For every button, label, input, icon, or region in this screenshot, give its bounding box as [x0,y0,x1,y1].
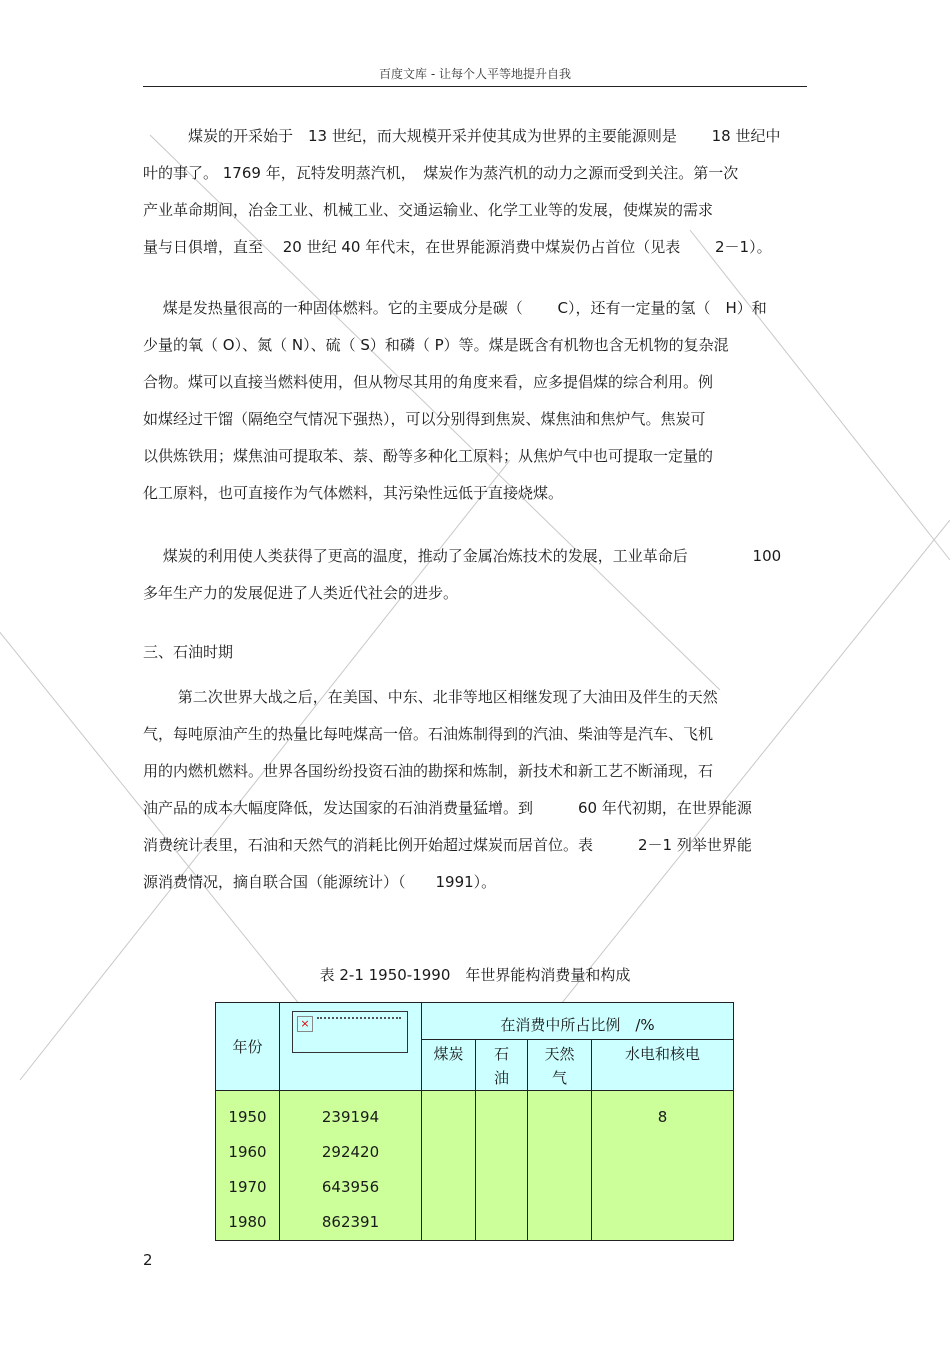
energy-consumption-table [215,1002,734,1241]
table-cell-year: 1980 [228,1213,267,1231]
gas-header-line1: 天然 [544,1045,575,1063]
table-cell-total: 862391 [321,1213,380,1231]
text-line: 量与日俱增，直至 20 世纪 40 年代末，在世界能源消费中煤炭仍占首位（见表 2－1）。 [143,238,772,256]
text-line: 消费统计表里，石油和天然气的消耗比例开始超过煤炭而居首位。表 2－1 列举世界能 [143,836,752,854]
share-group-header: 在消费中所占比例 /% [422,1003,734,1040]
text-line: 油产品的成本大幅度降低，发达国家的石油消费量猛增。到 60 年代初期，在世界能源 [143,799,752,817]
text-line: 化工原料，也可直接作为气体燃料，其污染性远低于直接烧煤。 [143,484,564,502]
oil-header-line1: 石 [493,1045,509,1063]
oil-column-header [476,1040,528,1091]
section-heading: 三、石油时期 [143,643,234,661]
total-column [280,1091,422,1241]
year-column [216,1091,280,1241]
image-placeholder-text [317,1017,401,1022]
text-line: 煤炭的开采始于 13 世纪，而大规模开采并使其成为世界的主要能源则是 18 世纪中 [143,127,781,145]
table-cell-year: 1970 [228,1178,267,1196]
text-line: 多年生产力的发展促进了人类近代社会的进步。 [143,584,459,602]
table-cell-total: 643956 [321,1178,380,1196]
table-cell-total: 239194 [321,1108,380,1126]
page-number: 2 [143,1251,153,1269]
text-line: 源消费情况，摘自联合国（能源统计）（ 1991）。 [143,873,497,891]
text-line: 用的内燃机燃料。世界各国纷纷投资石油的勘探和炼制，新技术和新工艺不断涌现，石 [143,762,714,780]
text-line: 气，每吨原油产生的热量比每吨煤高一倍。石油炼制得到的汽油、柴油等是汽车、飞机 [143,725,714,743]
hydro-column-header [592,1040,734,1091]
gas-column-header [528,1040,592,1091]
total-column-header [280,1003,422,1091]
text-line: 煤炭的利用使人类获得了更高的温度，推动了金属冶炼技术的发展，工业革命后 100 [143,547,782,565]
coal-header-text: 煤炭 [433,1045,464,1063]
broken-image-x-icon: × [297,1016,313,1032]
oil-column [476,1091,528,1241]
table-cell-total: 292420 [321,1143,380,1161]
gas-header-line2: 气 [551,1069,567,1087]
text-line: 合物。煤可以直接当燃料使用，但从物尽其用的角度来看，应多提倡煤的综合利用。例 [143,373,714,391]
text-line: 以供炼铁用；煤焦油可提取苯、萘、酚等多种化工原料；从焦炉气中也可提取一定量的 [143,447,714,465]
text-line: 叶的事了。 1769 年，瓦特发明蒸汽机， 煤炭作为蒸汽机的动力之源而受到关注。第一次 [143,164,739,182]
coal-column [422,1091,476,1241]
gas-column [528,1091,592,1241]
year-column-header: 年份 [216,1003,280,1091]
text-line: 第二次世界大战之后，在美国、中东、北非等地区相继发现了大油田及伴生的天然 [143,688,718,706]
hydro-header-text: 水电和核电 [624,1045,700,1063]
text-line: 煤是发热量很高的一种固体燃料。它的主要成分是碳（ C），还有一定量的氢（ H）和 [143,299,767,317]
page-header: 百度文库 - 让每个人平等地提升自我 [143,64,807,87]
table-cell-year: 1960 [228,1143,267,1161]
table-cell-hydro: 8 [657,1108,668,1126]
hydro-column [592,1091,734,1241]
coal-column-header [422,1040,476,1091]
text-line: 如煤经过干馏（隔绝空气情况下强热），可以分别得到焦炭、煤焦油和焦炉气。焦炭可 [143,410,706,428]
text-line: 少量的氧（ O）、氮（ N）、硫（ S）和磷（ P）等。煤是既含有机物也含无机物的复杂混 [143,336,729,354]
text-line: 产业革命期间，冶金工业、机械工业、交通运输业、化学工业等的发展，使煤炭的需求 [143,201,714,219]
broken-image-icon [292,1011,408,1053]
gas-header-text [544,1042,574,1090]
table-caption: 表 2-1 1950-1990 年世界能构消费量和构成 [319,966,631,984]
oil-header-line2: 油 [493,1069,509,1087]
table-cell-year: 1950 [228,1108,267,1126]
oil-header-text [494,1042,509,1090]
